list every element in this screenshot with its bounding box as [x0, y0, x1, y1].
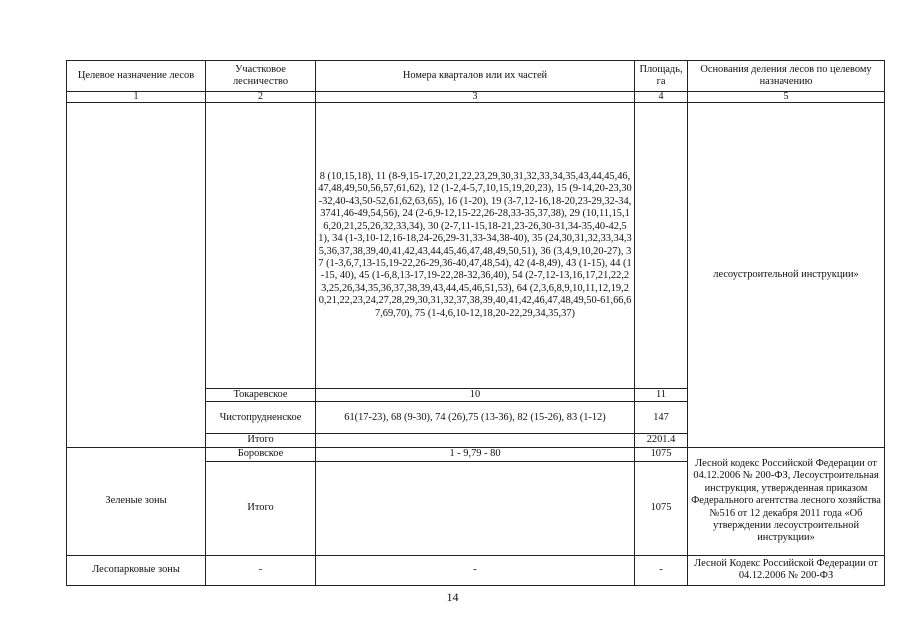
quarters-cell-empty — [316, 461, 635, 555]
header-purpose: Целевое назначение лесов — [67, 61, 206, 92]
col-number: 5 — [688, 92, 885, 103]
page-number: 14 — [446, 590, 459, 604]
col-number: 4 — [635, 92, 688, 103]
basis-cell: Лесной Кодекс Российской Федерации от 04.12.2006 № 200-ФЗ — [688, 555, 885, 585]
basis-cell: лесоустроительной инструкции» — [688, 103, 885, 448]
forestry-cell: - — [206, 555, 316, 585]
basis-cell: Лесной кодекс Российской Федерации от 04.12.2006 № 200-ФЗ, Лесоустроительная инструкция, утвержденная приказом Федерального агентства лесного хозяйства №516 от 12 декабря 2011 года «Об утверждении лесоустроительной инструкции» — [688, 447, 885, 555]
header-quarters: Номера кварталов или их частей — [316, 61, 635, 92]
table-row — [67, 447, 885, 461]
quarters-cell: 1 - 9,79 - 80 — [316, 447, 635, 461]
area-cell: 1075 — [635, 447, 688, 461]
purpose-cell-continued — [67, 103, 206, 448]
area-cell: 11 — [635, 389, 688, 402]
column-number-row — [67, 92, 885, 103]
forestry-cell: Чистопрудненское — [206, 402, 316, 434]
col-number: 1 — [67, 92, 206, 103]
area-cell-continued — [635, 103, 688, 389]
area-cell: 147 — [635, 402, 688, 434]
forestry-cell: Боровское — [206, 447, 316, 461]
purpose-cell: Лесопарковые зоны — [67, 555, 206, 585]
area-cell: - — [635, 555, 688, 585]
table-row — [67, 555, 885, 585]
header-forestry: Участковое лесничество — [206, 61, 316, 92]
total-label: Итого — [206, 434, 316, 447]
quarters-cell: 10 — [316, 389, 635, 402]
col-number: 3 — [316, 92, 635, 103]
forestry-cell-continued — [206, 103, 316, 389]
quarters-cell: 61(17-23), 68 (9-30), 74 (26),75 (13-36), 82 (15-26), 83 (1-12) — [316, 402, 635, 434]
purpose-cell: Зеленые зоны — [67, 447, 206, 555]
col-number: 2 — [206, 92, 316, 103]
quarters-cell-empty — [316, 434, 635, 447]
forestry-cell: Токаревское — [206, 389, 316, 402]
header-area: Площадь, га — [635, 61, 688, 92]
header-row — [67, 61, 885, 92]
total-label: Итого — [206, 461, 316, 555]
quarters-cell: 8 (10,15,18), 11 (8-9,15-17,20,21,22,23,29,30,31,32,33,34,35,43,44,45,46,47,48,49,50,56,57,61,62), 12 (1-2,4-5,7,10,15,19,20,23), 15 (9-14,20-23,30-32,40-43,50-52,61,62,63,65), 16 (1-20), 19 (3-7,12-16,18-20,23-29,32-34,3741,46-49,54,56), 24 (2-6,9-12,15-22,26-28,33-35,37,38), 29 (10,11,15,16,20,21,25,26,32,33,34), 30 (2-7,11-15,18-21,23-26,30-31,34-35,40-42,51), 34 (1-3,10-12,16-18,24-26,29-31,33-34,38-40), 35 (24,30,31,32,33,34,35,36,37,38,39,40,41,42,43,44,45,46,47,48,49,50,51), 36 (3,4,9,10,20-27), 37 (1-3,6,7,13-15,19-22,26-29,36-40,47,48,54), 42 (4-8,49), 43 (1-15), 44 (1-15, 40), 45 (1-6,8,13-17,19-22,28-32,36,40), 54 (2-7,12-13,16,17,21,22,23,25,26,34,35,36,37,38,39,43,44,45,46,51,53), 64 (2,3,6,8,9,10,11,12,19,20,21,22,23,24,27,28,29,30,31,32,37,38,39,40,41,42,46,47,48,49,50-61,66,67,69,70), 75 (1-4,6,10-12,18,20-22,29,34,35,37) — [316, 103, 635, 389]
total-area: 2201.4 — [635, 434, 688, 447]
table-row — [67, 103, 885, 389]
forest-purpose-table — [66, 60, 885, 586]
total-area: 1075 — [635, 461, 688, 555]
quarters-cell: - — [316, 555, 635, 585]
header-basis: Основания деления лесов по целевому назначению — [688, 61, 885, 92]
